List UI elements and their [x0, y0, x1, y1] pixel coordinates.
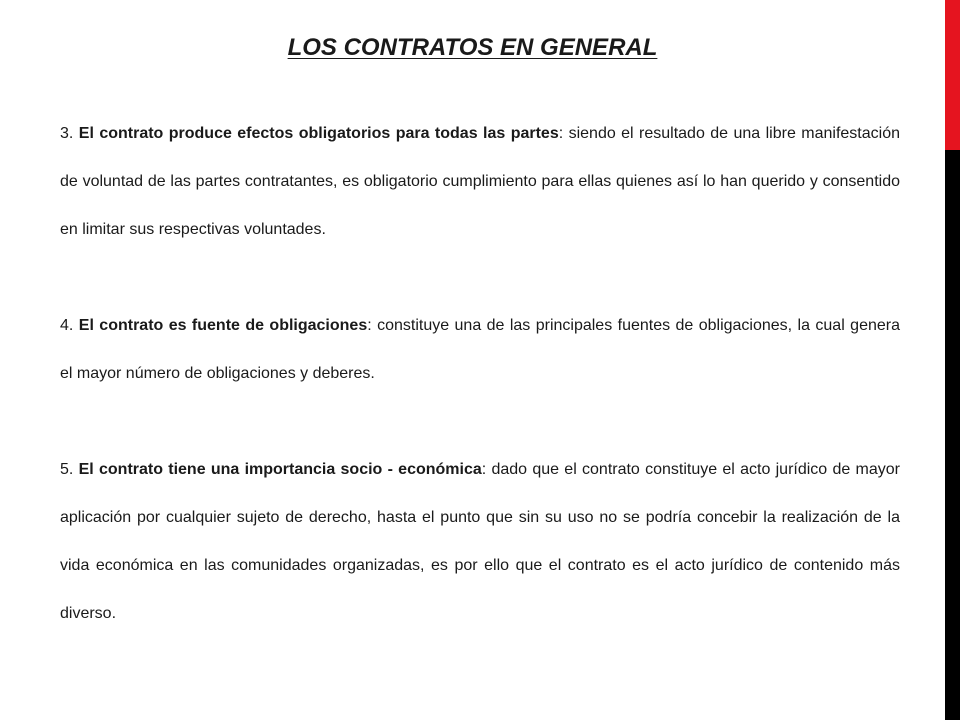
- point-heading: El contrato tiene una importancia socio - económica: [78, 461, 482, 478]
- accent-bar-black: [945, 150, 960, 720]
- point-text: : dado que el contrato constituye el acto jurídico de mayor aplicación por cualquier sujeto de derecho, hasta el punto que sin su uso no se podría concebir la realización de la vida económica en las comunidades organizadas, es por ello que el contrato es el acto jurídico de contenido más diverso.: [60, 461, 900, 622]
- point-5: [60, 446, 900, 638]
- slide-title: LOS CONTRATOS EN GENERAL: [287, 34, 658, 61]
- accent-bar-red: [945, 0, 960, 150]
- point-3: [60, 110, 900, 254]
- point-4: [60, 302, 900, 398]
- point-heading: El contrato produce efectos obligatorios para todas las partes: [78, 125, 559, 142]
- slide-body: [60, 110, 900, 638]
- point-heading: El contrato es fuente de obligaciones: [78, 317, 368, 334]
- point-text: : siendo el resultado de una libre manifestación de voluntad de las partes contratantes, es obligatorio cumplimiento para ellas quienes así lo han querido y consentido en limitar sus respectivas voluntades.: [60, 125, 900, 238]
- point-text: : constituye una de las principales fuentes de obligaciones, la cual genera el mayor número de obligaciones y deberes.: [60, 317, 900, 382]
- point-number: 4.: [60, 317, 74, 334]
- point-number: 5.: [60, 461, 74, 478]
- point-number: 3.: [60, 125, 74, 142]
